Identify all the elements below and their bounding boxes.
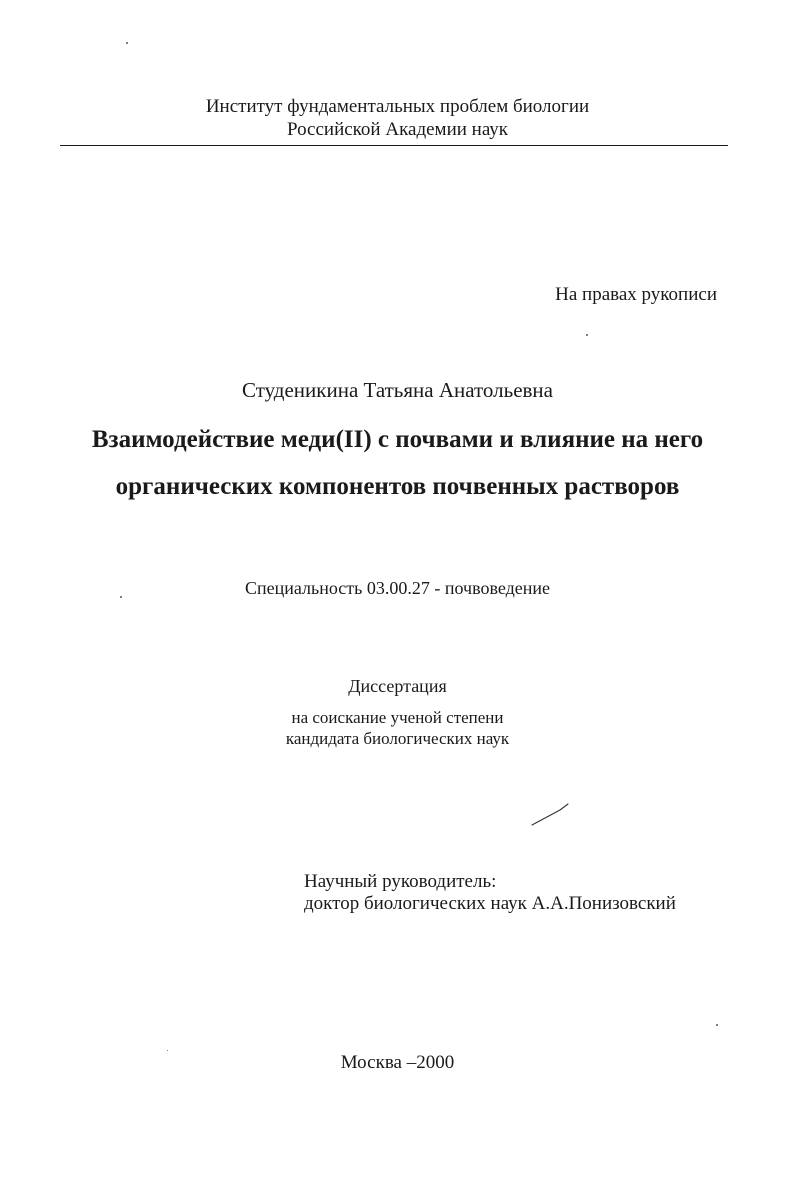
scan-speck bbox=[167, 1050, 168, 1051]
city-and-year: Москва –2000 bbox=[340, 1052, 455, 1073]
scan-speck bbox=[586, 334, 588, 336]
manuscript-rights-note: На правах рукописи bbox=[555, 284, 717, 305]
supervisor-label: Научный руководитель: bbox=[304, 871, 497, 892]
work-type: Диссертация bbox=[348, 676, 447, 696]
dissertation-title-line-2: органических компонентов почвенных растворов bbox=[115, 473, 680, 500]
institution-name-line-1: Институт фундаментальных проблем биологии bbox=[205, 96, 590, 117]
scan-speck bbox=[126, 42, 128, 44]
dissertation-title-line-1: Взаимодействие меди(II) с почвами и влияние на него bbox=[91, 426, 704, 453]
pen-stroke-mark bbox=[530, 800, 570, 828]
specialty: Специальность 03.00.27 - почвоведение bbox=[244, 578, 550, 598]
author-name: Студеникина Татьяна Анатольевна bbox=[241, 378, 553, 402]
scan-speck bbox=[716, 1024, 718, 1026]
institution-name-line-2: Российской Академии наук bbox=[286, 119, 509, 140]
header-divider bbox=[60, 145, 728, 146]
degree-line-1: на соискание ученой степени bbox=[291, 708, 504, 727]
supervisor-name: доктор биологических наук А.А.Понизовский bbox=[304, 893, 676, 914]
scan-speck bbox=[120, 596, 122, 598]
degree-line-2: кандидата биологических наук bbox=[285, 729, 510, 748]
